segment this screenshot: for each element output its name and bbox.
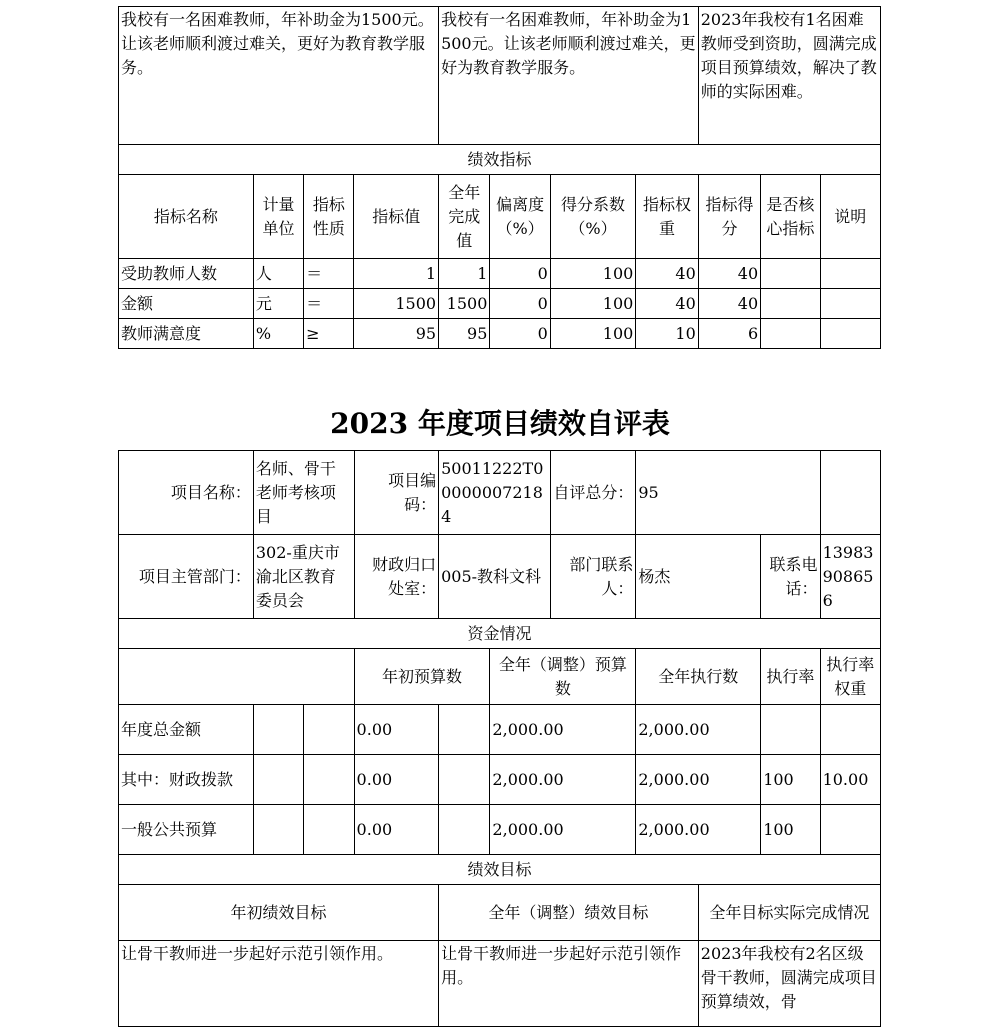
cell: ≥ <box>304 319 354 349</box>
initial-goal-text: 我校有一名困难教师，年补助金为1500元。让该老师顺利渡过难关，更好为教育教学服务。 <box>119 7 439 145</box>
header-indicator-name: 指标名称 <box>119 175 254 259</box>
table-row <box>119 319 881 349</box>
dept-value: 302-重庆市渝北区教育委员会 <box>253 535 354 619</box>
cell <box>439 755 490 805</box>
cell: 2,000.00 <box>490 755 636 805</box>
cell: 10 <box>636 319 698 349</box>
cell <box>820 805 880 855</box>
cell <box>761 289 820 319</box>
empty-cell <box>119 649 355 705</box>
cell: 1500 <box>354 289 439 319</box>
dept-label: 项目主管部门： <box>119 535 254 619</box>
goals-section-title: 绩效目标 <box>119 855 881 885</box>
cell <box>761 259 820 289</box>
cell: 人 <box>253 259 303 289</box>
header-deviation: 偏离度（%） <box>490 175 550 259</box>
cell: 1500 <box>439 289 490 319</box>
cell: 0 <box>490 289 550 319</box>
cell: 2,000.00 <box>636 805 761 855</box>
table-row <box>119 805 881 855</box>
phone-value: 13983908656 <box>820 535 880 619</box>
project-name-value: 名师、骨干老师考核项目 <box>253 451 354 535</box>
cell <box>253 755 303 805</box>
adjusted-goal-text: 让骨干教师进一步起好示范引领作用。 <box>439 941 699 1027</box>
cell <box>304 805 354 855</box>
finance-value: 005-教科文科 <box>439 535 551 619</box>
header-weight: 指标权重 <box>636 175 698 259</box>
cell: 1 <box>354 259 439 289</box>
project-code-value: 50011222T000000072184 <box>439 451 551 535</box>
phone-label: 联系电话： <box>761 535 820 619</box>
empty-cell <box>820 451 880 535</box>
cell: 40 <box>636 259 698 289</box>
adjusted-goal-text: 我校有一名困难教师，年补助金为1500元。让该老师顺利渡过难关，更好为教育教学服务。 <box>439 7 699 145</box>
header-unit: 计量单位 <box>253 175 303 259</box>
page-title: 2023 年度项目绩效自评表 <box>330 407 670 440</box>
cell <box>253 805 303 855</box>
cell: 2,000.00 <box>490 805 636 855</box>
cell <box>439 705 490 755</box>
header-coefficient: 得分系数（%） <box>550 175 636 259</box>
header-initial-goal: 年初绩效目标 <box>119 885 439 941</box>
cell: 元 <box>253 289 303 319</box>
cell: 40 <box>698 259 760 289</box>
self-evaluation-table <box>118 450 881 1027</box>
cell: 0.00 <box>354 705 439 755</box>
cell: 1 <box>439 259 490 289</box>
cell: 10.00 <box>820 755 880 805</box>
actual-completion-text: 2023年我校有1名困难教师受到资助，圆满完成项目预算绩效，解决了教师的实际困难。 <box>698 7 880 145</box>
table-row <box>119 259 881 289</box>
cell: 0.00 <box>354 755 439 805</box>
header-core: 是否核心指标 <box>761 175 820 259</box>
cell: 教师满意度 <box>119 319 254 349</box>
cell <box>820 705 880 755</box>
header-target: 指标值 <box>354 175 439 259</box>
header-adjusted-budget: 全年（调整）预算数 <box>490 649 636 705</box>
self-score-value: 95 <box>636 451 820 535</box>
cell: 95 <box>354 319 439 349</box>
cell: % <box>253 319 303 349</box>
cell: 40 <box>698 289 760 319</box>
cell: 2,000.00 <box>636 705 761 755</box>
header-nature: 指标性质 <box>304 175 354 259</box>
cell: ＝ <box>304 259 354 289</box>
self-score-label: 自评总分： <box>550 451 636 535</box>
header-exec-rate: 执行率 <box>761 649 820 705</box>
table-row <box>119 289 881 319</box>
cell <box>761 705 820 755</box>
cell <box>304 705 354 755</box>
cell: ＝ <box>304 289 354 319</box>
cell: 受助教师人数 <box>119 259 254 289</box>
header-note: 说明 <box>820 175 880 259</box>
header-actual-completion: 全年目标实际完成情况 <box>698 885 880 941</box>
cell: 其中：财政拨款 <box>119 755 254 805</box>
header-executed: 全年执行数 <box>636 649 761 705</box>
cell <box>304 755 354 805</box>
actual-completion-text: 2023年我校有2名区级骨干教师，圆满完成项目预算绩效，骨 <box>698 941 880 1027</box>
indicator-section-title: 绩效指标 <box>119 145 881 175</box>
table-row <box>119 705 881 755</box>
cell: 2,000.00 <box>490 705 636 755</box>
contact-label: 部门联系人： <box>550 535 636 619</box>
cell: 金额 <box>119 289 254 319</box>
cell: 100 <box>761 805 820 855</box>
header-initial-budget: 年初预算数 <box>354 649 490 705</box>
table-row <box>119 755 881 805</box>
cell: 0.00 <box>354 805 439 855</box>
cell: 0 <box>490 259 550 289</box>
performance-indicator-table <box>118 6 881 349</box>
project-code-label: 项目编码： <box>354 451 439 535</box>
cell: 0 <box>490 319 550 349</box>
header-score: 指标得分 <box>698 175 760 259</box>
cell: 100 <box>550 289 636 319</box>
info-row <box>119 535 881 619</box>
funds-section-title: 资金情况 <box>119 619 881 649</box>
header-adjusted-goal: 全年（调整）绩效目标 <box>439 885 699 941</box>
cell: 一般公共预算 <box>119 805 254 855</box>
cell: 40 <box>636 289 698 319</box>
cell <box>761 319 820 349</box>
cell <box>820 259 880 289</box>
cell <box>253 705 303 755</box>
cell <box>820 289 880 319</box>
cell: 100 <box>550 259 636 289</box>
cell: 年度总金额 <box>119 705 254 755</box>
finance-label: 财政归口处室： <box>354 535 439 619</box>
cell: 100 <box>550 319 636 349</box>
cell: 100 <box>761 755 820 805</box>
project-name-label: 项目名称： <box>119 451 254 535</box>
header-completed: 全年完成值 <box>439 175 490 259</box>
info-row <box>119 451 881 535</box>
header-rate-weight: 执行率权重 <box>820 649 880 705</box>
cell: 6 <box>698 319 760 349</box>
cell <box>820 319 880 349</box>
contact-value: 杨杰 <box>636 535 761 619</box>
initial-goal-text: 让骨干教师进一步起好示范引领作用。 <box>119 941 439 1027</box>
cell: 2,000.00 <box>636 755 761 805</box>
cell: 95 <box>439 319 490 349</box>
cell <box>439 805 490 855</box>
